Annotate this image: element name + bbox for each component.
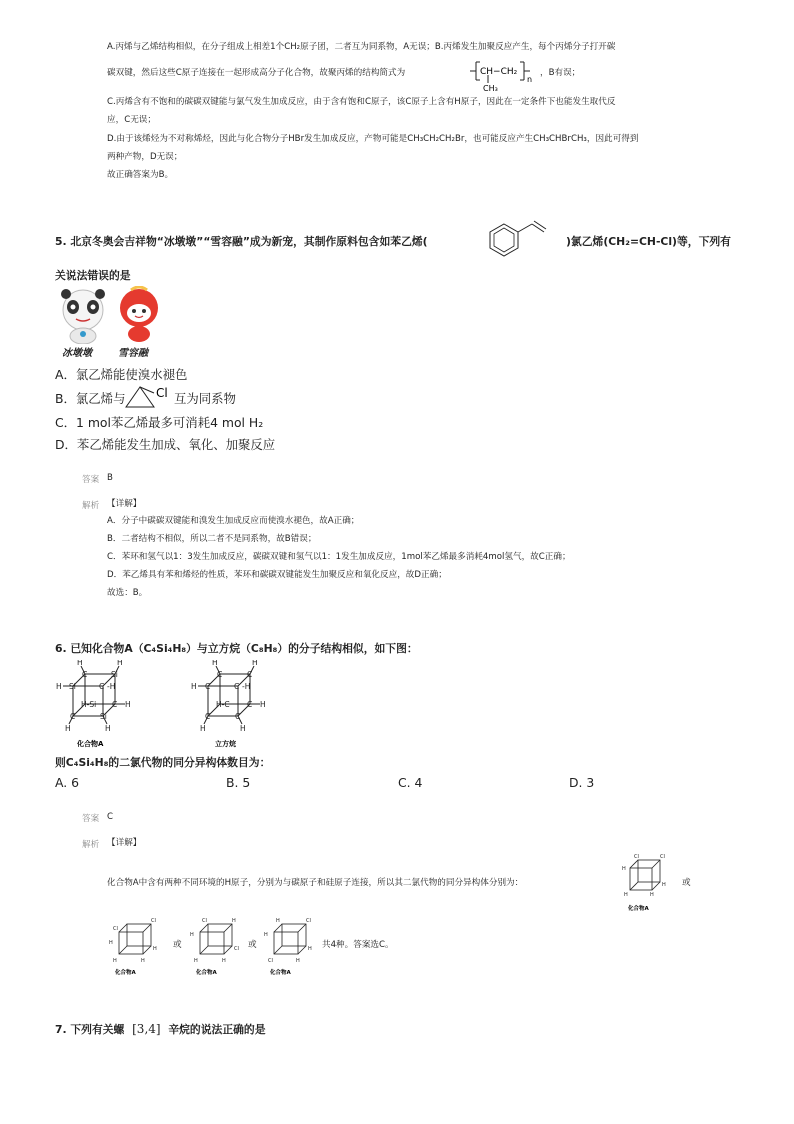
svg-text:C: C: [217, 670, 223, 679]
q4-analysis-line: D.由于该烯烃为不对称烯烃，因此与化合物分子HBr发生加成反应，产物可能是CH₃CH₂CH₂Br，也可能反应产生CH₃CHBrCH₃，因此可得到: [107, 134, 639, 144]
cubane-structure: [190, 660, 280, 748]
svg-text:Cl: Cl: [234, 946, 239, 952]
svg-text:Cl: Cl: [113, 926, 118, 932]
svg-text:C: C: [247, 700, 253, 709]
svg-text:H: H: [56, 682, 62, 691]
svg-text:C: C: [205, 712, 211, 721]
q6-answer: C: [107, 812, 114, 822]
svg-text:H: H: [240, 724, 246, 733]
svg-text:H: H: [65, 724, 71, 733]
styrene-structure-icon: [484, 218, 564, 266]
compound-a-caption: 化合物A: [77, 740, 104, 748]
shuey-rhon-rhon-mascot-image: [116, 286, 162, 344]
chlorine-label: Cl: [156, 386, 168, 400]
svg-text:H: H: [222, 958, 226, 964]
svg-text:Cl: Cl: [268, 958, 273, 964]
q7-stem: [55, 1022, 266, 1037]
q5-answer-tag: 答案: [82, 475, 100, 485]
svg-text:Cl: Cl: [151, 918, 156, 924]
polymer-n: n: [527, 75, 533, 84]
or-text: 或: [248, 940, 257, 950]
q6-question: 则C₄Si₄H₈的二氯代物的同分异构体数目为：: [55, 756, 271, 769]
svg-text:H: H: [264, 932, 268, 938]
compound-a-structure: [55, 660, 145, 748]
svg-text:Cl: Cl: [202, 918, 207, 924]
svg-text:C: C: [112, 700, 118, 709]
svg-text:-H: -H: [242, 682, 251, 691]
svg-text:C: C: [99, 682, 105, 691]
q6-detail-heading: 【详解】: [107, 838, 142, 848]
q4-analysis-line: 故正确答案为B。: [107, 170, 174, 180]
q5-option-c[interactable]: C．1 mol苯乙烯最多可消耗4 mol H₂: [55, 415, 264, 430]
svg-text:H-C: H-C: [216, 700, 230, 709]
q5-stem-part1: 5. 北京冬奥会吉祥物“冰墩墩”“雪容融”成为新宠，其制作原料包含如苯乙烯(: [55, 235, 428, 248]
isomer-caption: 化合物A: [115, 970, 136, 976]
svg-text:H: H: [77, 660, 83, 667]
svg-text:H: H: [125, 700, 131, 709]
isomer-structure-1: [620, 852, 676, 918]
svg-text:H: H: [141, 958, 145, 964]
svg-text:Si: Si: [100, 712, 107, 721]
svg-text:C: C: [70, 712, 76, 721]
isomer-structure-2: [107, 916, 167, 976]
q5-analysis-tag: 解析: [82, 501, 100, 511]
svg-text:H: H: [232, 918, 236, 924]
q5-option-a[interactable]: A．氯乙烯能使溴水褪色: [55, 367, 188, 382]
q5-analysis-line: A．分子中碳碳双键能和溴发生加成反应而使溴水褪色，故A正确；: [107, 516, 360, 526]
q5-detail-heading: 【详解】: [107, 499, 142, 509]
svg-text:C: C: [247, 670, 253, 679]
q6-analysis-line: 化合物A中含有两种不同环境的H原子，分别为与碳原子和硅原子连接，所以其二氯代物的同分异构体分别为：: [107, 878, 524, 888]
isomer-caption: 化合物A: [628, 906, 649, 912]
isomer-caption: 化合物A: [270, 970, 291, 976]
q4-analysis-line: 应，C无误；: [107, 115, 156, 125]
svg-text:H: H: [200, 724, 206, 733]
svg-text:C: C: [205, 682, 211, 691]
svg-text:Cl: Cl: [306, 918, 311, 924]
q4-analysis-line: A.丙烯与乙烯结构相似，在分子组成上相差1个CH₂原子团，二者互为同系物，A无误；B.丙烯发生加聚反应产生，每个丙烯分子打开碳: [107, 42, 616, 52]
svg-text:H: H: [153, 946, 157, 952]
svg-text:H: H: [622, 866, 626, 872]
polymer-chain: CH−CH₂: [480, 67, 518, 77]
q6-option-c[interactable]: C. 4: [398, 775, 423, 790]
svg-text:C: C: [234, 682, 240, 691]
q7-stem-before: 7. 下列有关螺: [55, 1023, 125, 1036]
bing-dwen-dwen-mascot-image: [56, 286, 110, 344]
q6-option-b[interactable]: B. 5: [226, 775, 251, 790]
svg-text:-H: -H: [107, 682, 116, 691]
q5-option-d[interactable]: D．苯乙烯能发生加成、氧化、加聚反应: [55, 437, 276, 452]
q4-analysis-line: [107, 68, 405, 79]
q4-analysis-text: 碳双键，然后这些C原子连接在一起形成高分子化合物，故聚丙烯的结构简式为: [107, 68, 406, 78]
q6-analysis-tail: 共4种。答案选C。: [322, 940, 394, 950]
or-text: 或: [682, 878, 691, 888]
q6-option-d[interactable]: D. 3: [569, 775, 595, 790]
q5-stem-part3: 关说法错误的是: [55, 269, 131, 282]
svg-text:H: H: [190, 932, 194, 938]
q4-analysis-line: 两种产物，D无误；: [107, 152, 183, 162]
svg-text:H: H: [662, 882, 666, 888]
svg-text:Cl: Cl: [660, 854, 665, 860]
cubane-caption: 立方烷: [215, 740, 236, 748]
svg-text:H: H: [650, 892, 654, 898]
q6-answer-tag: 答案: [82, 814, 100, 824]
svg-text:H: H: [296, 958, 300, 964]
svg-text:Cl: Cl: [634, 854, 639, 860]
svg-text:H: H: [624, 892, 628, 898]
q5-analysis-line: 故选：B。: [107, 588, 148, 598]
q5-answer: B: [107, 473, 113, 483]
q6-analysis-tag: 解析: [82, 840, 100, 850]
mascot-name-shuey-rhon-rhon: 雪容融: [118, 348, 148, 359]
svg-text:H: H: [113, 958, 117, 964]
svg-text:C: C: [82, 670, 88, 679]
q5-analysis-line: D．苯乙烯具有苯和烯烃的性质，苯环和碳碳双键能发生加聚反应和氧化反应，故D正确；: [107, 570, 447, 580]
q5-option-b-after: 互为同系物: [174, 391, 236, 406]
q4-analysis-line: C.丙烯含有不饱和的碳碳双键能与氯气发生加成反应，由于含有饱和C原子，该C原子上含有H原子，因此在一定条件下也能发生取代反: [107, 97, 616, 107]
svg-text:H: H: [105, 724, 111, 733]
svg-text:Si: Si: [111, 670, 118, 679]
isomer-structure-4: [262, 916, 322, 976]
svg-text:Si: Si: [69, 682, 76, 691]
svg-text:H: H: [308, 946, 312, 952]
svg-text:H: H: [117, 660, 123, 667]
svg-text:H: H: [212, 660, 218, 667]
q5-option-b-text: B．氯乙烯与: [55, 391, 126, 406]
q4-analysis-line: ，B有误；: [540, 68, 581, 78]
isomer-caption: 化合物A: [196, 970, 217, 976]
q5-analysis-line: B．二者结构不相似，所以二者不是同系物，故B错误；: [107, 534, 317, 544]
q5-option-b[interactable]: [55, 389, 125, 407]
svg-text:H-Si: H-Si: [81, 700, 97, 709]
polymer-branch: CH₃: [483, 84, 498, 93]
q6-stem: 6. 已知化合物A（C₄Si₄H₈）与立方烷（C₈H₈）的分子结构相似，如下图：: [55, 642, 418, 655]
svg-text:H: H: [191, 682, 197, 691]
q7-spiro-bracket: [3,4]: [132, 1022, 161, 1036]
mascot-name-bing-dwen-dwen: 冰墩墩: [62, 348, 92, 359]
q5-stem-part2: )氯乙烯(CH₂=CH-Cl)等，下列有: [566, 235, 731, 248]
q7-stem-after: 辛烷的说法正确的是: [168, 1023, 266, 1036]
svg-text:H: H: [260, 700, 266, 709]
svg-text:H: H: [252, 660, 258, 667]
isomer-structure-3: [188, 916, 248, 976]
svg-text:H: H: [276, 918, 280, 924]
svg-text:C: C: [235, 712, 241, 721]
svg-text:H: H: [109, 940, 113, 946]
svg-text:H: H: [194, 958, 198, 964]
q5-analysis-line: C．苯环和氢气以1：3发生加成反应，碳碳双键和氢气以1：1发生加成反应，1mol苯乙烯最多消耗4mol氢气，故C正确；: [107, 552, 571, 562]
q6-option-a[interactable]: A. 6: [55, 775, 80, 790]
polypropylene-structure: [470, 58, 538, 94]
or-text: 或: [173, 940, 182, 950]
